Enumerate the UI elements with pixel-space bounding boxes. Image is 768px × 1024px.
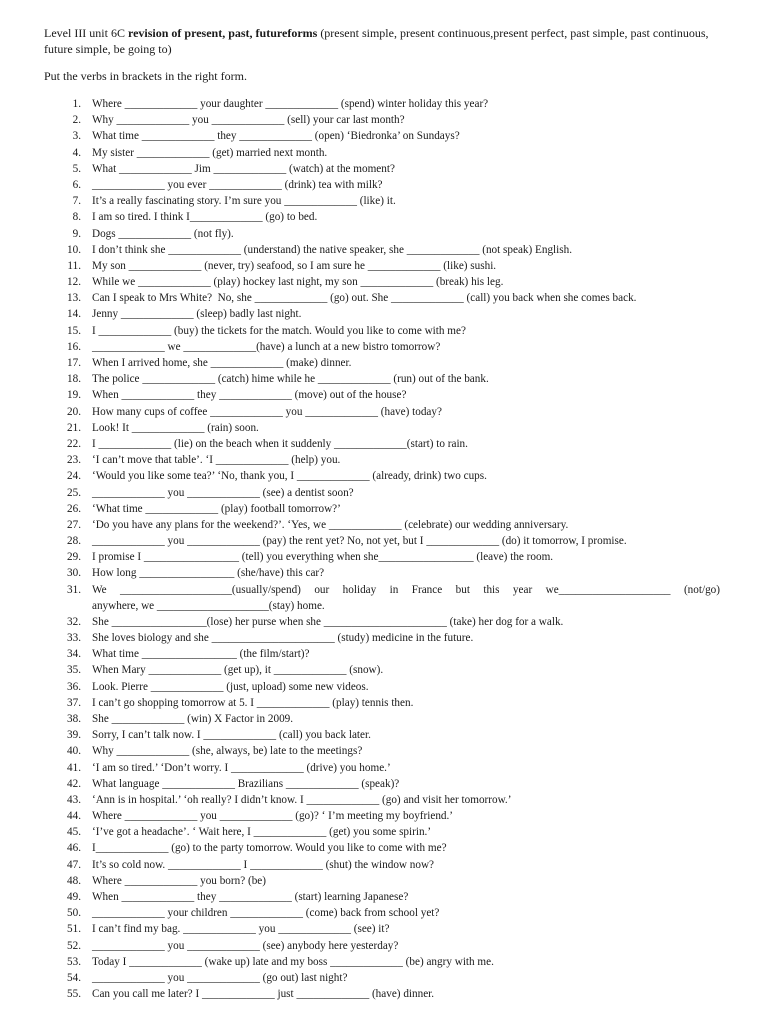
exercise-number: 20. [67,405,81,418]
exercise-number: 53. [67,955,81,968]
exercise-text: Sorry, I can’t talk now. I _____________ (call) you back later. [92,729,371,742]
exercise-item [0,549,768,565]
exercise-text: I am so tired. I think I_____________ (go) to bed. [92,211,318,224]
exercise-number: 54. [67,971,81,984]
exercise-number: 17. [67,357,81,369]
exercise-number: 51. [67,923,81,936]
exercise-number: 35. [67,664,81,677]
exercise-text: I can’t find my bag. _____________ you _____________ (see) it? [92,923,390,936]
exercise-item [0,970,768,986]
exercise-item [0,323,768,339]
exercise-text: It’s so cold now. _____________ I _____________ (shut) the window now? [92,858,435,871]
exercise-number: 13. [67,292,81,305]
exercise-number: 52. [67,939,81,952]
exercise-number: 49. [67,891,81,903]
exercise-number: 27. [67,518,81,531]
exercise-number: 8. [72,211,81,224]
exercise-text: Jenny _____________ (sleep) badly last night. [92,308,302,321]
exercise-text: When _____________ they _____________ (start) learning Japanese? [92,891,409,903]
exercise-item [0,938,768,954]
exercise-number: 9. [72,227,81,240]
exercise-number: 34. [67,648,81,661]
exercise-text: I_____________ (go) to the party tomorrow. Would you like to come with me? [92,842,447,855]
exercise-item [0,873,768,889]
exercise-number: 5. [72,162,81,175]
exercise-text: Where _____________ you _____________ (go)? ‘ I’m meeting my boyfriend.’ [92,810,454,823]
exercise-item [0,436,768,452]
exercise-item [0,824,768,840]
exercise-item [0,226,768,242]
exercise-text-line-2: anywhere, we ____________________(stay) home. [92,599,325,612]
exercise-number: 2. [72,114,81,127]
header-tenses: (present simple, present continuous,present perfect, past simple, past continuous, future simple, be going to) [44,26,709,56]
exercise-text: ‘I’ve got a headache’. ‘ Wait here, I _____________ (get) you some spirin.’ [92,826,432,839]
exercise-text: Can you call me later? I _____________ just _____________ (have) dinner. [92,988,435,1001]
exercise-item [0,630,768,646]
exercise-text: _____________ you _____________ (go out) last night? [92,971,348,984]
exercise-text: The police _____________ (catch) hime while he _____________ (run) out of the bank. [92,373,489,386]
exercise-text: _____________ you _____________ (see) a dentist soon? [92,486,354,499]
exercise-item [0,355,768,371]
exercise-number: 24. [67,470,81,483]
exercise-item [0,679,768,695]
exercise-number: 31. [67,583,81,596]
exercise-item [0,306,768,322]
exercise-text: Why _____________ you _____________ (sell) your car last month? [92,114,405,127]
exercise-number: 29. [67,551,81,564]
exercise-number: 28. [67,535,81,548]
exercise-item [0,954,768,970]
worksheet-header [44,25,734,57]
exercise-number: 40. [67,745,81,758]
exercise-number: 26. [67,502,81,515]
exercise-text: Where _____________ your daughter _____________ (spend) winter holiday this year? [92,98,489,110]
exercise-item [0,889,768,905]
exercise-text: How many cups of coffee _____________ you _____________ (have) today? [92,405,442,418]
exercise-item [0,986,768,1002]
exercise-number: 7. [72,195,81,208]
exercise-number: 10. [67,243,81,256]
exercise-item [0,760,768,776]
exercise-item [0,565,768,581]
exercise-text: Look! It _____________ (rain) soon. [92,421,259,434]
exercise-number: 12. [67,276,81,289]
exercise-number: 15. [67,324,81,337]
exercise-text: ‘Ann is in hospital.’ ‘oh really? I didn’t know. I _____________ (go) and visit her tomorrow.’ [92,793,512,806]
exercise-number: 48. [67,874,81,887]
exercise-text: I _____________ (lie) on the beach when it suddenly _____________(start) to rain. [92,437,468,450]
exercise-number: 16. [67,340,81,353]
exercise-item [0,161,768,177]
exercise-text: ‘Do you have any plans for the weekend?’. ‘Yes, we _____________ (celebrate) our wedding anniversary. [92,518,569,531]
exercise-item [0,420,768,436]
exercise-text: I promise I _________________ (tell) you everything when she_________________ (leave) the room. [92,551,554,564]
exercise-item [0,209,768,225]
exercise-text: She _____________ (win) X Factor in 2009. [92,712,294,725]
exercise-number: 43. [67,793,81,806]
exercise-number: 22. [67,437,81,450]
exercise-item [0,485,768,501]
exercise-text: _____________ you _____________ (see) anybody here yesterday? [92,939,399,952]
exercise-text-line-1: We ____________________(usually/spend) our holiday in France but this year we____________________ (not/go) [92,583,720,596]
exercise-text: ‘I can’t move that table’. ‘I _____________ (help) you. [92,454,341,467]
exercise-item [0,905,768,921]
exercise-text: What language _____________ Brazilians _____________ (speak)? [92,777,400,790]
exercise-item [0,112,768,128]
exercise-number: 6. [72,178,81,191]
exercise-number: 47. [67,858,81,871]
exercise-text: While we _____________ (play) hockey last night, my son _____________ (break) his leg. [92,276,504,289]
exercise-text: When _____________ they _____________ (move) out of the house? [92,389,407,402]
exercise-item [0,727,768,743]
exercise-text: _____________ your children _____________ (come) back from school yet? [92,907,440,920]
exercise-item [0,258,768,274]
exercise-item [0,808,768,824]
exercise-item [0,743,768,759]
exercise-item [0,646,768,662]
exercise-item [0,242,768,258]
exercise-number: 37. [67,696,81,709]
exercise-number: 36. [67,680,81,693]
exercise-text: _____________ we _____________(have) a lunch at a new bistro tomorrow? [92,340,441,353]
exercise-text: I don’t think she _____________ (understand) the native speaker, she _____________ (not speak) English. [92,243,573,256]
exercise-text: _____________ you _____________ (pay) the rent yet? No, not yet, but I _____________ (do) it tomorrow, I promise. [92,535,627,548]
exercise-item [0,921,768,937]
exercise-item [0,371,768,387]
exercise-number: 30. [67,567,81,580]
exercise-item [0,177,768,193]
exercise-number: 46. [67,842,81,855]
exercise-number: 50. [67,907,81,920]
exercise-number: 42. [67,777,81,790]
exercise-item [0,662,768,678]
exercise-item [0,128,768,144]
exercise-item [0,193,768,209]
exercise-text: Today I _____________ (wake up) late and my boss _____________ (be) angry with me. [92,955,494,968]
exercise-item [0,387,768,403]
exercise-number: 55. [67,988,81,1001]
exercise-text: Why _____________ (she, always, be) late to the meetings? [92,745,363,758]
exercise-number: 45. [67,826,81,839]
exercise-item [0,145,768,161]
exercise-text: How long _________________ (she/have) this car? [92,567,325,580]
exercise-number: 39. [67,729,81,742]
exercise-item [0,290,768,306]
exercise-item [0,339,768,355]
exercise-text: ‘Would you like some tea?’ ‘No, thank you, I _____________ (already, drink) two cups. [92,470,487,483]
exercise-item [0,533,768,549]
exercise-item [0,711,768,727]
exercise-list [0,96,768,1002]
exercise-number: 33. [67,632,81,644]
exercise-number: 4. [72,146,81,159]
exercise-item [0,792,768,808]
exercise-text: _____________ you ever _____________ (drink) tea with milk? [92,178,383,191]
exercise-number: 19. [67,389,81,402]
exercise-item [0,582,768,614]
exercise-text: What time _________________ (the film/start)? [92,648,310,661]
exercise-number: 38. [67,712,81,725]
exercise-number: 32. [67,615,81,628]
exercise-text: ‘I am so tired.’ ‘Don’t worry. I _____________ (drive) you home.’ [92,761,391,774]
exercise-number: 11. [67,259,81,272]
exercise-text: It’s a really fascinating story. I’m sure you _____________ (like) it. [92,195,396,208]
exercise-text: Where _____________ you born? (be) [92,874,266,887]
exercise-item [0,96,768,112]
exercise-item [0,501,768,517]
exercise-number: 18. [67,373,81,386]
exercise-text: She loves biology and she ______________________ (study) medicine in the future. [92,632,474,644]
exercise-item [0,776,768,792]
exercise-item [0,840,768,856]
exercise-number: 14. [67,308,81,321]
exercise-text: My sister _____________ (get) married next month. [92,146,328,159]
exercise-text: What time _____________ they _____________ (open) ‘Biedronka’ on Sundays? [92,130,460,143]
exercise-item [0,857,768,873]
exercise-item [0,452,768,468]
exercise-text: ‘What time _____________ (play) football tomorrow?’ [92,502,341,515]
exercise-text: Can I speak to Mrs White? No, she _____________ (go) out. She _____________ (call) you back when she comes back. [92,292,637,305]
exercise-text: I _____________ (buy) the tickets for the match. Would you like to come with me? [92,324,466,337]
exercise-number: 3. [72,130,81,143]
exercise-item [0,468,768,484]
exercise-text: When Mary _____________ (get up), it _____________ (snow). [92,664,384,677]
exercise-item [0,274,768,290]
exercise-number: 41. [67,761,81,774]
exercise-item [0,614,768,630]
exercise-number: 21. [67,421,81,434]
exercise-text: I can’t go shopping tomorrow at 5. I _____________ (play) tennis then. [92,696,414,709]
exercise-text: My son _____________ (never, try) seafood, so I am sure he _____________ (like) sushi. [92,259,497,272]
exercise-number: 44. [67,810,81,823]
exercise-text: Look. Pierre _____________ (just, upload) some new videos. [92,680,369,693]
exercise-item [0,695,768,711]
exercise-text: She _________________(lose) her purse when she ______________________ (take) her dog for a walk. [92,615,564,628]
header-title: revision of present, past, futureforms [127,26,318,40]
exercise-number: 23. [67,454,81,467]
exercise-number: 1. [72,98,81,110]
exercise-item [0,404,768,420]
exercise-text [92,582,720,614]
instruction: Put the verbs in brackets in the right form. [44,69,247,83]
exercise-text: Dogs _____________ (not fly). [92,227,234,240]
exercise-text: When I arrived home, she _____________ (make) dinner. [92,357,352,369]
exercise-text: What _____________ Jim _____________ (watch) at the moment? [92,162,395,175]
exercise-number: 25. [67,486,81,499]
exercise-item [0,517,768,533]
header-prefix: Level III unit 6C [44,26,128,40]
